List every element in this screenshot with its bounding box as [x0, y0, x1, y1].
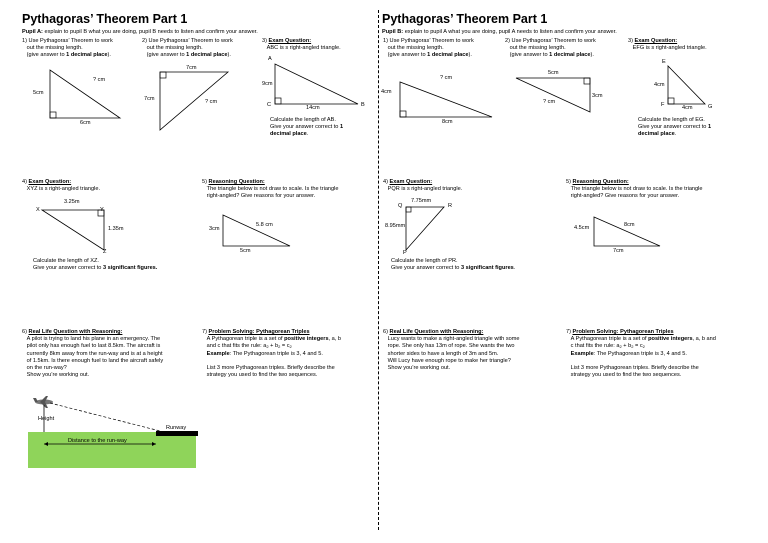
- right-q5-text: 5) Reasoning Question: The triangle below is not draw to scale. Is the triangle right-angled? Give reasons for your answer.: [566, 179, 703, 200]
- left-q5-side-l: 3cm: [209, 226, 220, 232]
- left-q7-text: 7) Problem Solving: Pythagorean Triples A Pythagorean triple is a set of positive integers, a, b and c that fits the rule: $a^2 + b^2 = c^2$ Example: The Pythagorean triple is 3, 4 and 5. List 3 more Pythagorean triples. Briefly describe the strategy you used to find the two sequences.: [202, 329, 342, 379]
- left-q5-side-h: 5.8 cm: [256, 222, 273, 228]
- runway-label: Runway: [166, 425, 187, 431]
- right-q1-side-a: 4cm: [381, 89, 392, 95]
- right-q4-side-qp: 8.95mm: [385, 223, 406, 229]
- right-q5-side-h: 8cm: [624, 222, 635, 228]
- left-q4-side-yz: 1.35m: [108, 226, 124, 232]
- right-q3-F: F: [661, 102, 665, 108]
- right-q3-G: G: [708, 104, 713, 110]
- left-q2-text: 2) Use Pythagoras’ Theorem to work out the missing length. (give answer to 1 decimal place).: [142, 38, 233, 59]
- right-q3-E: E: [662, 59, 666, 65]
- right-q6-text: 6) Real Life Question with Reasoning: Lucy wants to make a right-angled triangle with some rope. She only has 13m of rope. She wants the two shorter sides to have a length of 3m and 5m. Will Lucy have enough rope to make her triangle? Show you’re working out.: [383, 329, 520, 372]
- right-q4-Q: Q: [398, 203, 403, 209]
- left-q3-calc: Calculate the length of AB. Give your answer correct to 1 decimal place.: [270, 117, 344, 138]
- left-intro: Pupil A: explain to pupil B what you are doing, pupil B needs to listen and confirm your answer.: [22, 29, 258, 35]
- left-q3-A: A: [268, 56, 272, 62]
- right-q7-text: 7) Problem Solving: Pythagorean Triples A Pythagorean triple is a set of positive integers, a, b and c that fits the rule: $a^2 + b^2 = c^2$ Example: The Pythagorean triple is 3, 4 and 5. List 3 more Pythagorean triples. Briefly describe the strategy you used to find the two sequences.: [566, 329, 716, 379]
- right-q2-hyp: ? cm: [543, 99, 556, 105]
- right-q1-text: 1) Use Pythagoras’ Theorem to work out the missing length. (give answer to 1 decimal place).: [383, 38, 474, 59]
- right-intro: Pupil B: explain to pupil A what you are doing, pupil A needs to listen and confirm your answer.: [382, 29, 617, 35]
- right-q1-side-b: 8cm: [442, 119, 453, 125]
- right-q3-text: 3) Exam Question: EFG is s right-angled triangle.: [628, 38, 707, 52]
- left-q4-X: X: [36, 207, 40, 213]
- left-q2-hyp: ? cm: [205, 99, 218, 105]
- left-title: Pythagoras’ Theorem Part 1: [22, 12, 188, 26]
- left-q3-C: C: [267, 102, 272, 108]
- left-q1-side-b: 6cm: [80, 120, 91, 126]
- left-q3-side-ac: 9cm: [262, 81, 273, 87]
- plane-height: Height: [38, 416, 55, 422]
- left-q6-text: 6) Real Life Question with Reasoning: A pilot is trying to land his plane in an emergency. The pilot only has enough fuel to last 8.5km. The aircraft is currently 8km away from the run-way and is at a height of 1.5km. Is there enough fuel to land the aircraft safely on the run-way? Show you’re working out.: [22, 329, 164, 379]
- right-q3-calc: Calculate the length of EG. Give your answer correct to 1 decimal place.: [638, 117, 712, 138]
- right-q3-side-fg: 4cm: [682, 105, 693, 111]
- left-q4-calc: Calculate the length of XZ. Give your answer correct to 3 significant figures.: [33, 258, 158, 272]
- right-q4-R: R: [448, 203, 453, 209]
- right-q4-side-qr: 7.75mm: [411, 198, 432, 204]
- left-q1-text: 1) Use Pythagoras’ Theorem to work out the missing length. (give answer to 1 decimal place).: [22, 38, 113, 59]
- right-title: Pythagoras’ Theorem Part 1: [382, 12, 548, 26]
- right-q5-side-l: 4.5cm: [574, 225, 590, 231]
- left-q3-B: B: [361, 102, 365, 108]
- right-q1-hyp: ? cm: [440, 75, 453, 81]
- left-q2-left: 7cm: [144, 96, 155, 102]
- left-q4-Y: Y: [100, 207, 104, 213]
- left-q5-side-b: 5cm: [240, 248, 251, 254]
- left-q1-hyp: ? cm: [93, 77, 106, 83]
- left-q1-side-a: 5cm: [33, 90, 44, 96]
- right-q4-calc: Calculate the length of PR. Give your answer correct to 3 significant figures.: [391, 258, 516, 272]
- left-q3-text: 3) Exam Question: ABC is s right-angled triangle.: [262, 38, 341, 52]
- left-q4-side-xy: 3.25m: [64, 199, 80, 205]
- right-q3-side-ef: 4cm: [654, 82, 665, 88]
- left-q2-top: 7cm: [186, 65, 197, 71]
- plane-distance: Distance to the run-way: [68, 438, 127, 444]
- left-q5-text: 5) Reasoning Question: The triangle below is not draw to scale. Is the triangle right-angled? Give reasons for your answer.: [202, 179, 339, 200]
- right-q2-text: 2) Use Pythagoras’ Theorem to work out the missing length. (give answer to 1 decimal place).: [505, 38, 596, 59]
- right-q5-side-b: 7cm: [613, 248, 624, 254]
- left-q4-text: 4) Exam Question: XYZ is s right-angled triangle.: [22, 179, 101, 193]
- right-q4-text: 4) Exam Question: PQR is s right-angled triangle.: [383, 179, 463, 193]
- left-q3-side-cb: 14cm: [306, 105, 320, 111]
- right-q2-right: 3cm: [592, 93, 603, 99]
- left-q4-Z: Z: [103, 249, 107, 255]
- right-q2-top: 5cm: [548, 70, 559, 76]
- right-q4-P: P: [403, 250, 407, 256]
